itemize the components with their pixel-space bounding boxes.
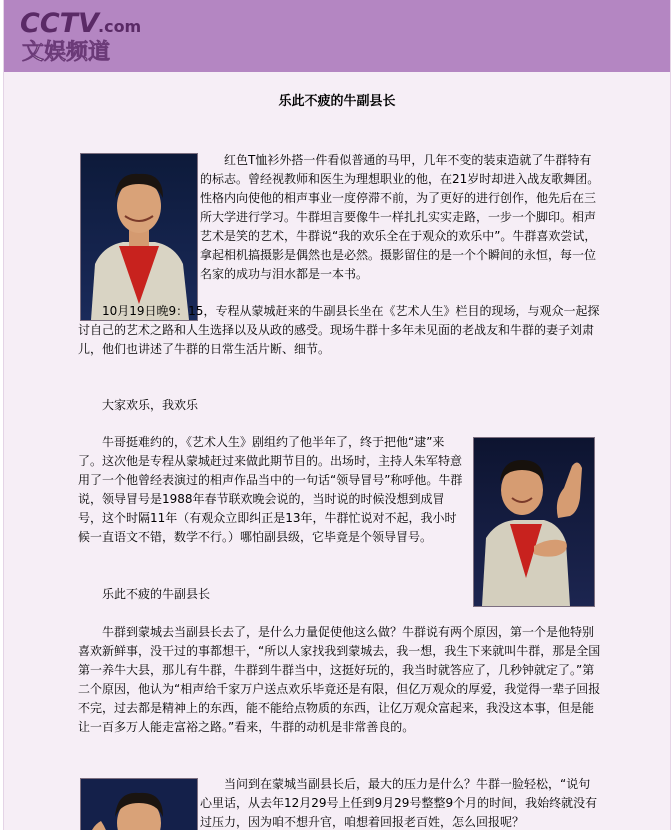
section-heading-2: 乐此不疲的牛副县长 (102, 587, 211, 601)
photo-niu-qun-1 (80, 153, 198, 321)
paragraph-interview: 牛哥挺难约的，《艺术人生》剧组约了他半年了，终于把他“逮”来了。这次他是专程从蒙城赶过来做此期节目的。出场时，主持人朱军特意用了一个他曾经表演过的相声作品当中的一句话“领导冒号”称呼他。牛群说，领导冒号是1988年春节联欢晚会说的，当时说的时候没想到成冒号，这个时隔11年（有观众立即纠正是13年，牛群忙说对不起，我小时候一直语文不错，数学不行。）哪怕副县级，它毕竟是个领导冒号。 (78, 435, 463, 544)
page (3, 0, 671, 830)
section-heading-1: 大家欢乐，我欢乐 (102, 398, 199, 412)
paragraph-program: 10月19日晚9：15，专程从蒙城赶来的牛副县长坐在《艺术人生》栏目的现场，与观众一起探讨自己的艺术之路和人生选择以及从政的感受。现场牛群十多年未见面的老战友和牛群的妻子刘肃儿，他们也讲述了牛群的日常生活片断、细节。 (78, 304, 600, 356)
logo-channel-text: 文娱频道 (22, 40, 111, 65)
paragraph-pressure: 当问到在蒙城当副县长后，最大的压力是什么？牛群一脸轻松，“说句心里话，从去年12月29号上任到9月29号整整9个月的时间，我始终就没有过压力，因为咱不想升官，咱想着回报老百姓，怎么回报呢？ (200, 777, 598, 829)
paragraph-county-head: 牛群到蒙城去当副县长去了，是什么力量促使他这么做？牛群说有两个原因，第一个是他特别喜欢新鲜事，没干过的事都想干，“所以人家找我到蒙城去，我一想，我生下来就叫牛群，那是全国第一养牛大县，那儿有牛群，牛群到牛群当中，这挺好玩的，我当时就答应了，几秒钟就定了。”第二个原因，他认为“相声给千家万户送点欢乐毕竟还是有限，但亿万观众的厚爱，我觉得一辈子回报不完，过去都是精神上的东西，能不能给点物质的东西，让亿万观众富起来，我没这本事，但是能让一百多万人能走富裕之路。”看来，牛群的动机是非常善良的。 (78, 625, 601, 734)
photo-niu-qun-3 (80, 778, 198, 830)
photo-niu-qun-2 (473, 437, 595, 607)
header-banner (4, 0, 670, 72)
logo-cctv-text: CCTV (20, 8, 99, 39)
article-title: 乐此不疲的牛副县长 (278, 94, 396, 109)
paragraph-intro: 红色T恤衫外搭一件看似普通的马甲，几年不变的装束造就了牛群特有的标志。曾经视教师和医生为理想职业的他，在21岁时却进入战友歌舞团。性格内向使他的相声事业一度停滞不前，为了更好的进行创作，他先后在三所大学进行学习。牛群坦言要像牛一样扎扎实实走路，一步一个脚印。相声艺术是笑的艺术，牛群说“我的欢乐全在于观众的欢乐中”。牛群喜欢尝试，拿起相机搞摄影是偶然也是必然。摄影留住的是一个个瞬间的永恒，每一位名家的成功与泪水都是一本书。 (200, 153, 600, 281)
logo-dotcom-text: .com (98, 17, 142, 36)
cctv-entertainment-logo[interactable] (18, 6, 168, 66)
